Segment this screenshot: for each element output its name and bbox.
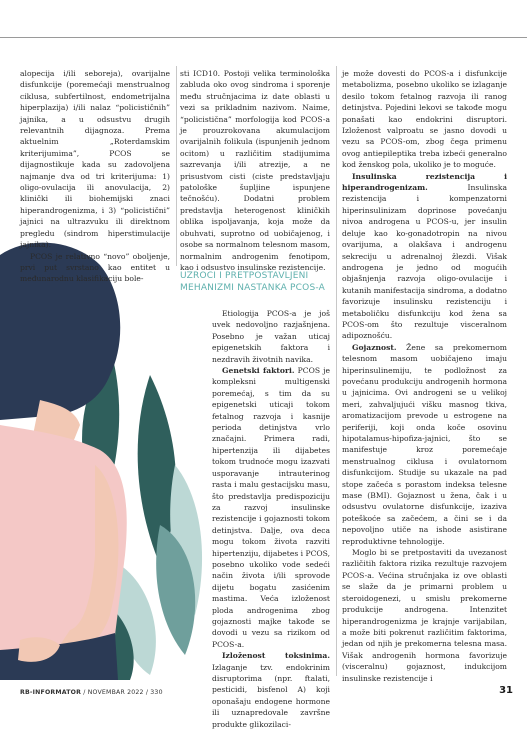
column-1: [20, 68, 170, 285]
genetic-factors-text: PCOS je kompleksni multigenski poremećaj, s tim da su epigenetski uticaji tokom fetalnog razvoja i kasnije perioda detinjstva vrlo značajni. Primera radi, hipertenzija ili dijabetes tokom trudnoće mogu izazvati usporavanje intrauterinog rasta i malu gestacijsku masu, što predstavlja predispoziciju za razvoj insulinske rezistencije i gojaznosti tokom detinjstva. Dalje, ova deca mogu tokom života razviti hipertenziju, dijabetes i PCOS, posebno ukoliko vode sedeći način života i/ili sprovode dijetu bogatu zasićenim mastima. Većа izloženost ploda androgenima zbog gojaznosti majke takođe se dovodi u vezu sa rizikom od PCOS-a.: [212, 366, 331, 649]
col2-paragraph-2: Etiologija PCOS-a je još uvek nedovoljno razjašnjena. Posebno je važan uticaj epigenetskih faktora i nezdravih životnih navika.: [212, 309, 330, 364]
section-heading: [180, 270, 330, 294]
column-divider-1: [176, 66, 177, 266]
toxins-lead: Izloženost toksinima.: [222, 651, 330, 661]
obesity-lead: Gojaznost.: [352, 342, 397, 352]
col1-paragraph-1: alopecija i/ili seboreja), ovarijalne disfunkcije (poremećaji menstrualnog ciklusa, subfertilnost, endometrijalna hiperplazija) i/ili nalaz “policističnih” jajnika, a u odsustvu drugih relevantnih dijagnoza. Prema aktuelnim „Roterdamskim kriterijumima”, PCOS se dijagnostikuje kada su zadovoljena najmanje dva od tri kriterijuma: 1) oligo-ovulacija ili anovulacija, 2) klinički ili biohemijski znaci hiperandrogenizma, i 3) “policistični” jajnici na ultrazvuku ili direktnom pregledu (sindrom hiperstimulacije jajnika).: [20, 69, 170, 250]
page-number: 31: [499, 685, 513, 696]
col2-paragraph-4: [212, 650, 330, 730]
col2-paragraph-3: [212, 365, 330, 650]
section-heading-line-1: UZROCI I PRETPOSTAVLJENI: [180, 271, 309, 281]
column-2-top: [180, 68, 330, 273]
insulin-resistance-lead: Insulinska rezistencija i hiperandrogenizam.: [342, 171, 507, 193]
toxins-text: Izlaganje tzv. endokrinim disruptorima (npr. ftalati, pesticidi, bisfenol A) koji oponašaju endogene hormone ili uznapredovale završne produkte glikozilaci-: [212, 662, 330, 729]
header-rule: [0, 37, 527, 38]
col3-paragraph-3: [342, 342, 507, 547]
issue-info: / NOVEMBAR 2022 / 330: [81, 689, 163, 696]
woman-with-plants-illustration: [0, 235, 215, 680]
column-divider-2: [336, 66, 337, 676]
insulin-resistance-text: Insulinska rezistencija i kompenzatorni hiperinsulinizam doprinose povećanju nivoa androgena u PCOS-u, jer insulin deluje kao ko-gonadotropin na nivou ovarijuma, a olakšava i androgenu sekreciju u adrenalnoj žlezdi. Višak androgena je jedno od mogućih objašnjenja razvoja oligo-ovulacije i kutanih manifestacija sindroma, a dodatno favorizuje insulinsku rezistenciju i metaboličku disfunkciju kod žena sa PCOS-om što rezultuje visceralnom adipoznošću.: [342, 183, 507, 341]
publication-name: RB-INFORMATOR: [20, 689, 82, 696]
footer-publication: [20, 689, 163, 696]
column-3: [342, 68, 507, 684]
col2-paragraph-1: sti ICD10. Postoji velika terminološka zabluda oko ovog sindroma i sporenje među stručnjacima iz date oblasti u vezi sa prikladnim nazivom. Naime, “policistična” morfologija kod PCOS-a je prouzrokovana akumulacijom ovarijalnih folikula (ispunjenih jednom ocitom) u različitim stadijumima sazrevanja i/ili atrezije, a ne prisustvom cisti (ciste predstavljaju patološke šupljine ispunjene tečnošću). Dodatni problem predstavlja heterogenost kliničkih oblika ispoljavanja, koja može da obuhvati, suprotno od uobičajenog, i osobe sa normalnom telesnom masom, normalnim androgenim fenotipom, kao i odsustvo insulinske rezistencije.: [180, 69, 330, 272]
obesity-text: Žene sa prekomernom telesnom masom uobičajeno imaju hiperinsulinemiju, te podložnost za povećanu produkciju androgenih hormona u jajnicima. Ovi androgeni se u velikoj meri, zahvaljujući višku masnog tkiva, aromatizacijom prevode u estrogene na periferiji, koji onda kočе osovinu hipotalamus-hipofiza-jajnici, što se manifestuje kroz poremećaje menstrualnog ciklusa i ovulatornom disfunkcijom. Studije su ukazale na pad stope začeća s porastom indeksa telesne mase (BMI). Gojaznost u žena, čak i u odsustvu ovulatorne disfunkcije, izaziva poteškoće sa začećem, a čini se i da nepovoljno utiče na ishode asistirane reproduktivne tehnologije.: [342, 342, 507, 546]
genetic-factors-lead: Genetski faktori.: [222, 366, 295, 376]
col1-paragraph-2: PCOS je relativno “novo” oboljenje, prvi put svrstano kao entitet u međunarodnu klasifikaciju bole-: [20, 251, 170, 284]
col3-paragraph-4: Moglo bi se pretpostaviti da uvezanost različitih faktora rizika rezultuje razvojem PCOS-a. Većina stručnjaka iz ove oblasti se slaže da je primarni problem u steroidogenezi, u smislu prekomerne produkcije androgena. Intenzitet hiperandrogenizma je krajnje varijabilan, a može biti pokrenut različitim faktorima, jedan od njih je prekomerna telesna masa. Višak androgenih hormona favorizuje (visceralnu) gojaznost, indukcijom insulinske rezistencije i: [342, 548, 507, 683]
section-heading-line-2: MEHANIZMI NASTANKA PCOS-A: [180, 283, 325, 293]
col3-paragraph-1: je može dovesti do PCOS-a i disfunkcije metabolizma, posebno ukoliko se izlaganje desilo tokom fetalnog razvoja ili ranog detinjstva. Pojedini lekovi se takođe mogu ponašati kao endokrini disruptori. Izloženost valproatu se jasno dovodi u vezu sa PCOS-om, zbog čega primenu ovog antiepileptika treba izbeći generalno kod ženskog pola, ukoliko je to moguće.: [342, 69, 507, 170]
column-2-bottom: [212, 308, 330, 730]
col3-paragraph-2: [342, 171, 507, 342]
